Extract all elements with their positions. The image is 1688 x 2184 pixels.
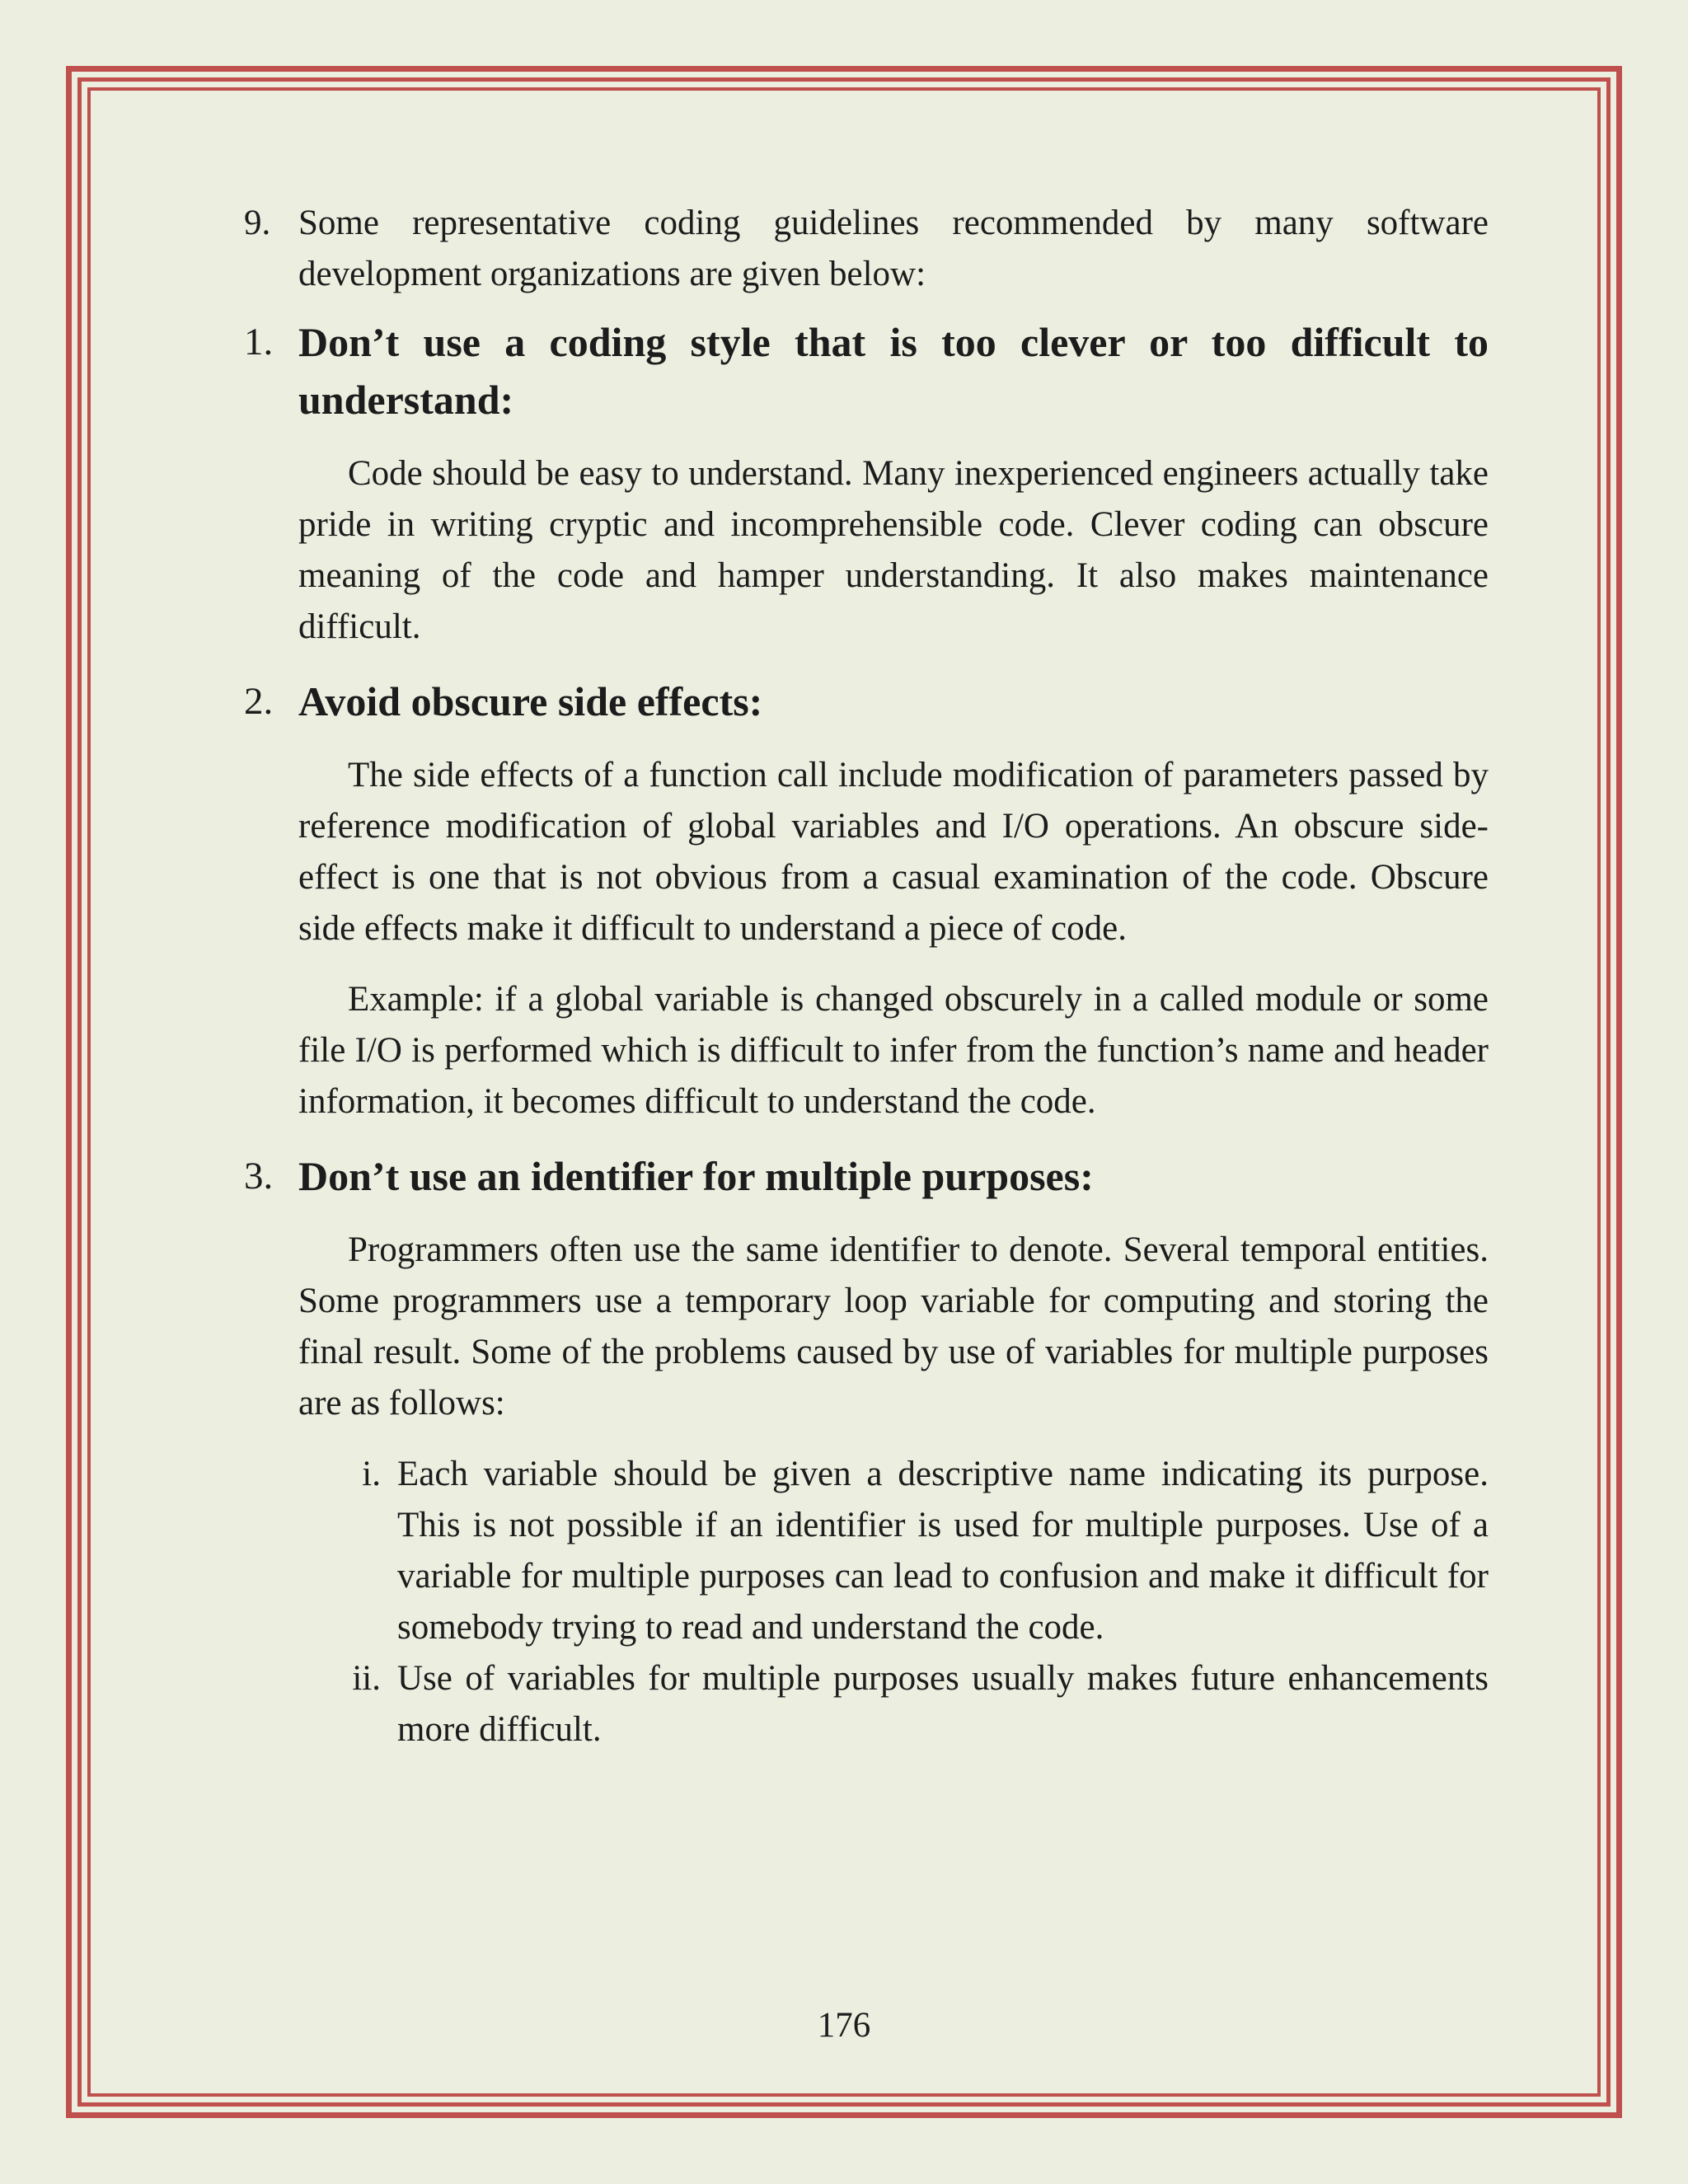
intro-number: 9. (244, 204, 271, 242)
section-heading-1 (244, 313, 1489, 429)
section-number-2: 2. (244, 680, 274, 723)
section-2-paragraph-1: The side effects of a function call include modification of parameters passed by reference modification of global variables and I/O operations. An obscure side-effect is one that is not obvious from a casual examination of the code. Obscure side effects make it difficult to understand a piece of code. (298, 756, 1489, 948)
section-2-paragraph-2: Example: if a global variable is changed obscurely in a called module or some file I/O is performed which is difficult to infer from the function’s name and header information, it becomes difficult to understand the code. (298, 980, 1489, 1121)
list-item-text: Each variable should be given a descriptive name indicating its purpose. This is not possible if an identifier is used for multiple purposes. Use of a variable for multiple purposes can lead to confusion and make it difficult for somebody trying to read and understand the code. (397, 1455, 1489, 1647)
page-content (244, 198, 1489, 1755)
intro-item (244, 198, 1489, 300)
list-item-marker: ii. (352, 1659, 381, 1698)
page-number: 176 (817, 2006, 871, 2045)
section-1-paragraph-1: Code should be easy to understand. Many inexperienced engineers actually take pride in writing cryptic and incomprehensible code. Clever coding can obscure meaning of the code and hamper understanding. It also makes maintenance difficult. (298, 454, 1489, 646)
list-item-marker: i. (362, 1455, 381, 1493)
section-number-1: 1. (244, 321, 274, 363)
section-3-paragraph-1: Programmers often use the same identifier to denote. Several temporal entities. Some programmers use a temporary loop variable for computing and storing the final result. Some of the problems caused by use of variables for multiple purposes are as follows: (298, 1230, 1489, 1422)
section-heading-text-3: Don’t use an identifier for multiple purposes: (298, 1153, 1094, 1199)
list-item-text: Use of variables for multiple purposes usually makes future enhancements more difficult. (397, 1659, 1489, 1749)
section-number-3: 3. (244, 1155, 274, 1197)
section-3-sublist (298, 1449, 1489, 1755)
section-heading-text-2: Avoid obscure side effects: (298, 678, 763, 724)
intro-text: Some representative coding guidelines recommended by many software development organizations are given below: (298, 204, 1489, 293)
section-heading-text-1: Don’t use a coding style that is too clever or too difficult to understand: (298, 319, 1489, 423)
section-heading-2 (244, 673, 1489, 730)
section-heading-3 (244, 1147, 1489, 1205)
list-item (352, 1653, 1489, 1755)
list-item (362, 1449, 1489, 1653)
